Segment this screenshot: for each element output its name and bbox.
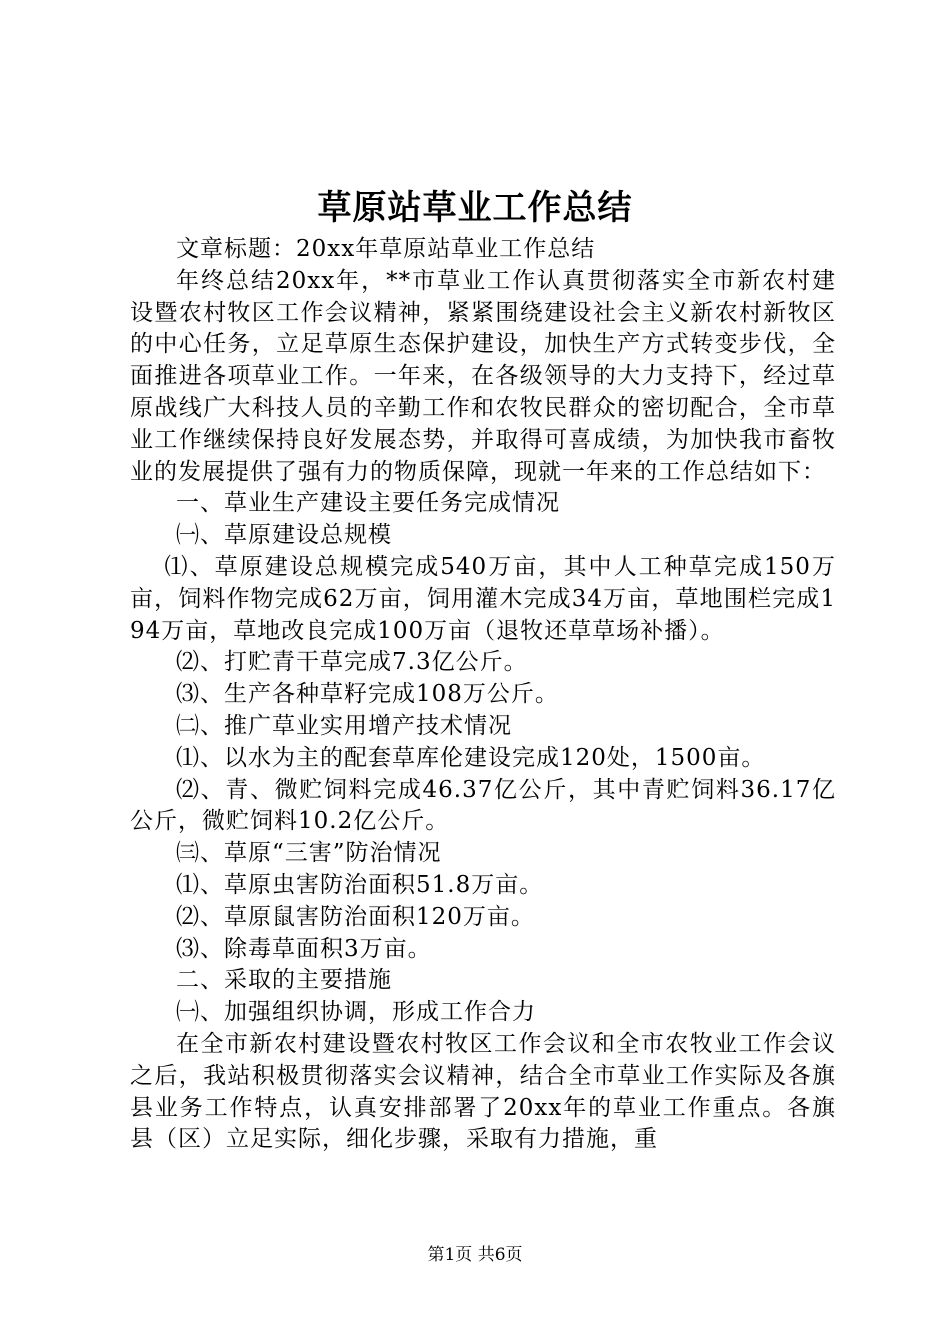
heading-subsection-1: ㈠、草原建设总规模 [176, 522, 392, 549]
list-item: ⑵、青、微贮饲料完成46.37亿公斤，其中青贮饲料36.17亿公斤，微贮饲料10.2亿公斤。 [130, 776, 836, 835]
list-item: ⑵、草原鼠害防治面积120万亩。 [176, 903, 535, 930]
document-title: 草原站草业工作总结 [317, 188, 633, 228]
document-body [130, 234, 836, 1156]
list-item: ⑴、以水为主的配套草库伦建设完成120处，1500亩。 [176, 744, 766, 771]
heading-section-2: 二、采取的主要措施 [176, 967, 392, 994]
page-footer: 第1页 共6页 [427, 1245, 523, 1265]
list-item: ⑶、生产各种草籽完成108万公斤。 [176, 681, 559, 708]
list-item: ⑵、打贮青干草完成7.3亿公斤。 [176, 649, 528, 676]
heading-section-1: 一、草业生产建设主要任务完成情况 [176, 490, 560, 517]
heading-subsection-2: ㈡、推广草业实用增产技术情况 [176, 712, 512, 739]
paragraph-article-title: 文章标题：20xx年草原站草业工作总结 [176, 236, 596, 262]
heading-subsection-measures-1: ㈠、加强组织协调，形成工作合力 [176, 999, 536, 1026]
paragraph-body: 在全市新农村建设暨农村牧区工作会议和全市农牧业工作会议之后，我站积极贯彻落实会议精神，结合全市草业工作实际及各旗县业务工作特点，认真安排部署了20xx年的草业工作重点。各旗县（区）立足实际，细化步骤，采取有力措施，重 [130, 1030, 836, 1153]
list-item: ⑴、草原虫害防治面积51.8万亩。 [176, 871, 544, 898]
list-item: ⑶、除毒草面积3万亩。 [176, 935, 432, 962]
heading-subsection-3: ㈢、草原“三害”防治情况 [176, 840, 442, 867]
list-item: ⑴、草原建设总规模完成540万亩，其中人工种草完成150万亩，饲料作物完成62万亩，饲用灌木完成34万亩，草地围栏完成194万亩，草地改良完成100万亩（退牧还草草场补播）。 [130, 553, 836, 644]
paragraph-intro: 年终总结20xx年，**市草业工作认真贯彻落实全市新农村建设暨农村牧区工作会议精神，紧紧围绕建设社会主义新农村新牧区的中心任务，立足草原生态保护建设，加快生产方式转变步伐，全面推进各项草业工作。一年来，在各级领导的大力支持下，经过草原战线广大科技人员的辛勤工作和农牧民群众的密切配合，全市草业工作继续保持良好发展态势，并取得可喜成绩，为加快我市畜牧业的发展提供了强有力的物质保障，现就一年来的工作总结如下： [130, 267, 836, 485]
